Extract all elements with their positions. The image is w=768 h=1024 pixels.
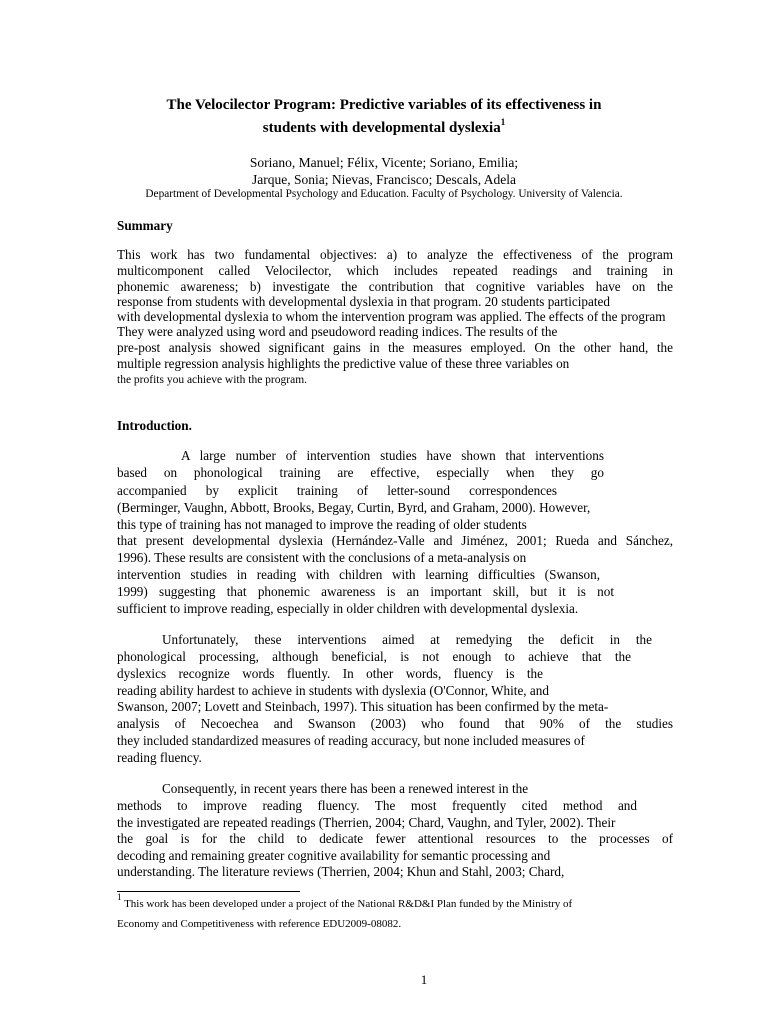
intro-p3-line: methods to improve reading fluency. The most frequently cited method and — [117, 798, 637, 813]
authors-line-2: Jarque, Sonia; Nievas, Francisco; Descals, Adela — [252, 172, 516, 187]
intro-p2-line: reading ability hardest to achieve in students with dyslexia (O'Connor, White, and — [117, 683, 549, 698]
title-footnote-mark: 1 — [500, 117, 506, 127]
intro-p2-line: they included standardized measures of reading accuracy, but none included measures of — [117, 733, 585, 748]
intro-p2-line: reading fluency. — [117, 750, 202, 765]
intro-p2-line: Unfortunately, these interventions aimed at remedying the deficit in the — [162, 632, 652, 647]
page-number: 1 — [420, 972, 428, 987]
title-line-2 — [0, 119, 768, 137]
footnote-mark: 1 — [117, 892, 122, 902]
summary-line: the profits you achieve with the program. — [117, 374, 308, 386]
intro-p2-line: phonological processing, although beneficial, is not enough to achieve that the — [117, 649, 631, 664]
intro-p2-line: analysis of Necoechea and Swanson (2003) who found that 90% of the studies — [117, 716, 673, 731]
intro-p1-line: 1999) suggesting that phonemic awareness is an important skill, but it is not — [117, 584, 614, 599]
authors-line-1: Soriano, Manuel; Félix, Vicente; Soriano, Emilia; — [249, 155, 519, 170]
footnote-rule — [117, 891, 300, 892]
intro-p1-line: intervention studies in reading with children with learning difficulties (Swanson, — [117, 567, 600, 582]
affiliation: Department of Developmental Psychology and Education. Faculty of Psychology. University of Valencia. — [145, 188, 623, 200]
summary-line: response from students with developmental dyslexia in that program. 20 students participated — [117, 294, 610, 309]
summary-line: with developmental dyslexia to whom the intervention program was applied. The effects of the program — [117, 309, 666, 324]
intro-p1-line: (Berminger, Vaughn, Abbott, Brooks, Begay, Curtin, Byrd, and Graham, 2000). However, — [117, 500, 591, 515]
intro-p1-line: that present developmental dyslexia (Hernández-Valle and Jiménez, 2001; Rueda and Sánchez, — [117, 533, 673, 548]
intro-p3-line: the investigated are repeated readings (Therrien, 2004; Chard, Vaughn, and Tyler, 2002). Their — [117, 815, 616, 830]
intro-p1-line: sufficient to improve reading, especially in older children with developmental dyslexia. — [117, 601, 579, 616]
summary-heading: Summary — [117, 218, 173, 233]
title-line-2-text: students with developmental dyslexia — [262, 120, 501, 136]
intro-p1-line: this type of training has not managed to improve the reading of older students — [117, 517, 527, 532]
intro-p2-line: dyslexics recognize words fluently. In other words, fluency is the — [117, 666, 543, 681]
intro-p3-line: the goal is for the child to dedicate fewer attentional resources to the processes of — [117, 831, 673, 846]
footnote-line-1 — [117, 892, 573, 911]
intro-p3-line: Consequently, in recent years there has been a renewed interest in the — [162, 781, 529, 796]
intro-p1-line: A large number of intervention studies have shown that interventions — [181, 448, 604, 463]
intro-p2-line: Swanson, 2007; Lovett and Steinbach, 1997). This situation has been confirmed by the meta- — [117, 699, 609, 714]
footnote-text-1: This work has been developed under a project of the National R&D&I Plan funded by the Ministry of — [124, 898, 573, 910]
summary-line: They were analyzed using word and pseudoword reading indices. The results of the — [117, 324, 558, 339]
title-line-1: The Velocilector Program: Predictive variables of its effectiveness in — [166, 97, 602, 113]
footnote-line-2: Economy and Competitiveness with reference EDU2009-08082. — [117, 918, 402, 930]
summary-line: multiple regression analysis highlights the predictive value of these three variables on — [117, 356, 570, 371]
summary-line: pre-post analysis showed significant gains in the measures employed. On the other hand, the — [117, 340, 673, 355]
summary-line: phonemic awareness; b) investigate the contribution that cognitive variables have on the — [117, 279, 673, 294]
introduction-heading: Introduction. — [117, 418, 192, 433]
intro-p1-line: accompanied by explicit training of letter-sound correspondences — [117, 483, 557, 498]
summary-line: This work has two fundamental objectives: a) to analyze the effectiveness of the program — [117, 247, 673, 262]
intro-p1-line: 1996). These results are consistent with the conclusions of a meta-analysis on — [117, 550, 527, 565]
intro-p3-line: understanding. The literature reviews (Therrien, 2004; Khun and Stahl, 2003; Chard, — [117, 864, 565, 879]
summary-line: multicomponent called Velocilector, which includes repeated readings and training in — [117, 263, 673, 278]
intro-p1-line: based on phonological training are effective, especially when they go — [117, 465, 604, 480]
intro-p3-line: decoding and remaining greater cognitive availability for semantic processing and — [117, 848, 551, 863]
